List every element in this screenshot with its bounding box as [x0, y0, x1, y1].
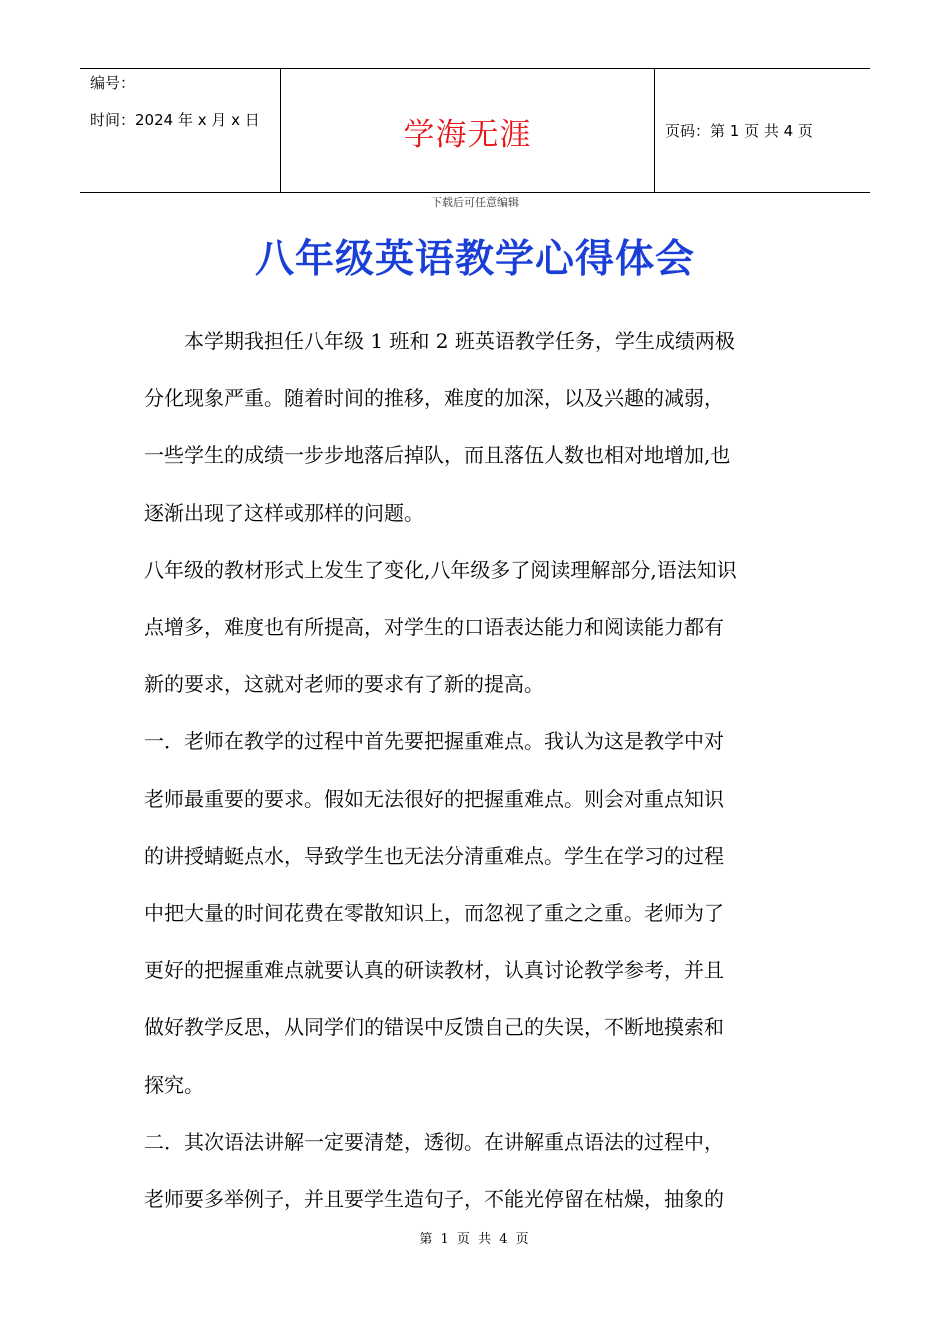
document-header-table — [80, 68, 870, 193]
body-line: 探究。 — [144, 1072, 204, 1097]
body-line: 老师最重要的要求。假如无法很好的把握重难点。则会对重点知识 — [144, 786, 724, 811]
body-line: 中把大量的时间花费在零散知识上，而忽视了重之之重。老师为了 — [144, 901, 724, 926]
body-line: 一些学生的成绩一步步地落后掉队，而且落伍人数也相对地增加,也 — [144, 443, 731, 468]
body-line: 新的要求，这就对老师的要求有了新的提高。 — [144, 672, 544, 697]
body-line: 做好教学反思，从同学们的错误中反馈自己的失误，不断地摸索和 — [144, 1015, 724, 1040]
body-line: 更好的把握重难点就要认真的研读教材，认真讨论教学参考，并且 — [144, 958, 724, 983]
document-body — [144, 313, 810, 1228]
body-line: 本学期我担任八年级 1 班和 2 班英语教学任务，学生成绩两极 — [144, 329, 735, 353]
brand-title: 学海无涯 — [403, 117, 532, 153]
header-page-cell — [655, 69, 870, 192]
header-meta-cell — [80, 69, 281, 192]
download-note: 下载后可任意编辑 — [431, 196, 519, 209]
body-line: 老师要多举例子，并且要学生造句子，不能光停留在枯燥，抽象的 — [144, 1187, 724, 1212]
body-line: 一．老师在教学的过程中首先要把握重难点。我认为这是教学中对 — [144, 729, 724, 754]
serial-number-label: 编号： — [90, 74, 136, 92]
page-info: 页码：第 1 页 共 4 页 — [665, 122, 813, 140]
page-footer: 第 1 页 共 4 页 — [419, 1232, 531, 1247]
time-label: 时间：2024 年 x 月 x 日 — [90, 111, 260, 129]
document-title: 八年级英语教学心得体会 — [254, 236, 695, 282]
body-line: 二．其次语法讲解一定要清楚，透彻。在讲解重点语法的过程中， — [144, 1129, 724, 1154]
body-line: 点增多，难度也有所提高，对学生的口语表达能力和阅读能力都有 — [144, 615, 724, 640]
body-line: 八年级的教材形式上发生了变化,八年级多了阅读理解部分,语法知识 — [144, 557, 737, 582]
body-line: 逐渐出现了这样或那样的问题。 — [144, 500, 424, 525]
body-line: 分化现象严重。随着时间的推移，难度的加深，以及兴趣的减弱， — [144, 386, 724, 411]
header-brand-cell — [281, 69, 655, 192]
body-line: 的讲授蜻蜓点水，导致学生也无法分清重难点。学生在学习的过程 — [144, 843, 724, 868]
